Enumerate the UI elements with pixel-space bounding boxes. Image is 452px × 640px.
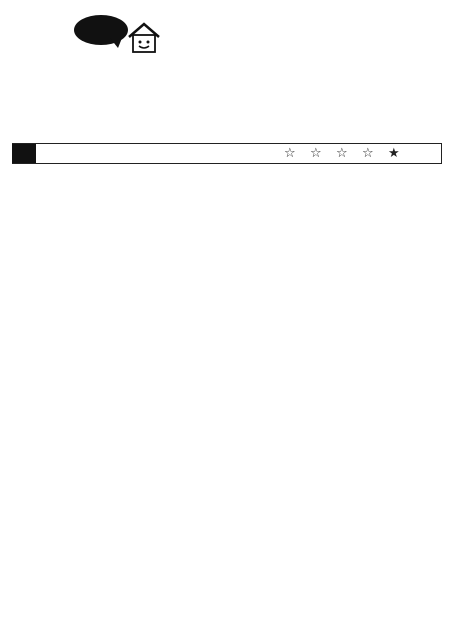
star-icon[interactable]: ☆ (284, 146, 296, 161)
star-icon-selected[interactable]: ★ (388, 146, 400, 161)
question-q1 (12, 143, 442, 164)
badge-tail (110, 38, 122, 48)
house-icon (126, 20, 162, 54)
star-icon[interactable]: ☆ (310, 146, 322, 161)
question-number (12, 144, 36, 163)
star-icon[interactable]: ☆ (336, 146, 348, 161)
star-icon[interactable]: ☆ (362, 146, 374, 161)
